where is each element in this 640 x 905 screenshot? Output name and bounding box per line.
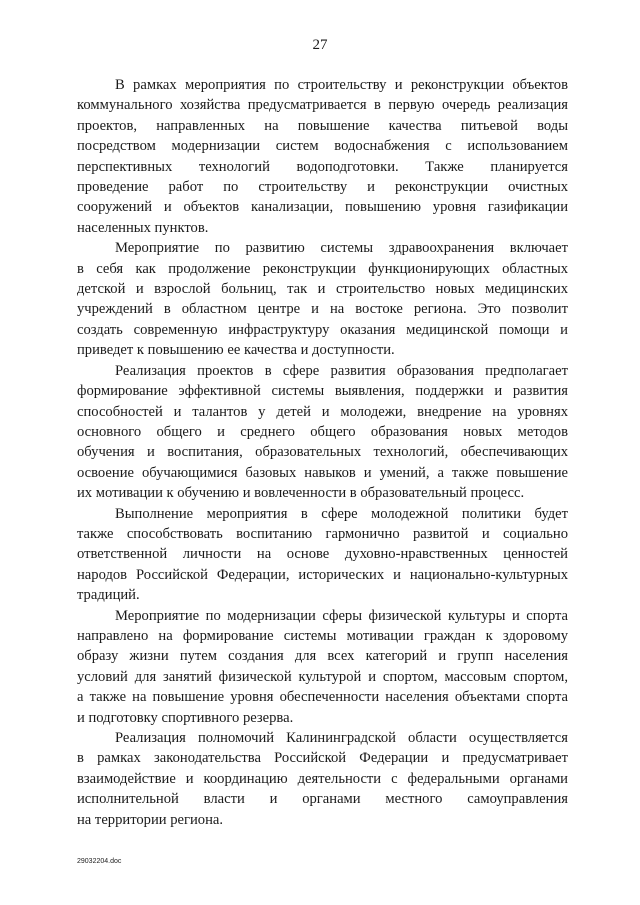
- text-line: а также на повышение уровня обеспеченности населения объектами спорта: [77, 689, 568, 706]
- text-line: также способствовать воспитанию гармонично развитой и социально: [77, 525, 568, 542]
- paragraph-healthcare: [77, 238, 568, 360]
- text-line: исполнительной власти и органами местного самоуправления: [77, 791, 568, 808]
- text-line: Мероприятие по модернизации сферы физической культуры и спорта: [115, 607, 568, 624]
- text-line: традиций.: [77, 587, 140, 604]
- text-line: приведет к повышению ее качества и доступности.: [77, 342, 395, 359]
- document-body: [77, 75, 568, 830]
- text-line: коммунального хозяйства предусматривается в первую очередь реализация: [77, 97, 568, 114]
- text-line: ответственной личности на основе духовно-нравственных ценностей: [77, 546, 568, 563]
- text-line: на территории региона.: [77, 811, 224, 828]
- text-line: Выполнение мероприятия в сфере молодежной политики будет: [115, 505, 568, 522]
- page-number: 27: [312, 37, 328, 53]
- text-line: образу жизни путем создания для всех категорий и групп населения: [77, 648, 568, 665]
- footer-file-code: 29032204.doc: [77, 858, 122, 865]
- text-line: формирование эффективной системы выявления, поддержки и развития: [77, 383, 568, 400]
- text-line: Реализация проектов в сфере развития образования предполагает: [115, 362, 568, 379]
- text-line: и подготовку спортивного резерва.: [77, 709, 294, 726]
- text-line: населенных пунктов.: [77, 219, 209, 236]
- text-line: народов Российской Федерации, исторических и национально-культурных: [77, 566, 568, 583]
- paragraph-regional-powers: [77, 728, 568, 830]
- text-line: обучения и воспитания, образовательных технологий, обеспечивающих: [77, 444, 568, 461]
- text-line: создать современную инфраструктуру оказания медицинской помощи и: [77, 321, 568, 338]
- text-line: Реализация полномочий Калининградской области осуществляется: [115, 730, 568, 746]
- text-line: освоение обучающимися базовых навыков и умений, а также повышение: [77, 464, 568, 481]
- text-line: взаимодействие и координацию деятельности с федеральными органами: [77, 770, 568, 787]
- text-line: условий для занятий физической культурой и спортом, массовым спортом,: [77, 668, 568, 685]
- paragraph-utilities: [77, 75, 568, 238]
- paragraph-sports: [77, 606, 568, 728]
- text-line: способностей и талантов у детей и молодежи, внедрение на уровнях: [77, 403, 568, 420]
- text-line: Мероприятие по развитию системы здравоохранения включает: [115, 240, 568, 257]
- text-line: учреждений в областном центре и на востоке региона. Это позволит: [77, 301, 568, 318]
- text-line: детской и взрослой больниц, так и строительство новых медицинских: [77, 281, 568, 298]
- text-line: сооружений и объектов канализации, повышению уровня газификации: [77, 199, 568, 216]
- text-line: в рамках законодательства Российской Федерации и предусматривает: [77, 750, 568, 767]
- paragraph-youth-policy: [77, 504, 568, 606]
- paragraph-education: [77, 361, 568, 504]
- text-line: в себя как продолжение реконструкции функционирующих областных: [77, 260, 568, 277]
- text-line: В рамках мероприятия по строительству и реконструкции объектов: [115, 77, 568, 93]
- text-line: проектов, направленных на повышение качества питьевой воды: [77, 117, 568, 134]
- text-line: основного общего и среднего общего образования новых методов: [77, 423, 568, 440]
- text-line: направлено на формирование системы мотивации граждан к здоровому: [77, 627, 568, 644]
- text-line: посредством модернизации систем водоснабжения с использованием: [77, 138, 568, 155]
- text-line: их мотивации к обучению и вовлеченности в образовательный процесс.: [77, 485, 525, 502]
- text-line: перспективных технологий водоподготовки. Также планируется: [77, 158, 568, 175]
- text-line: проведение работ по строительству и реконструкции очистных: [77, 179, 568, 196]
